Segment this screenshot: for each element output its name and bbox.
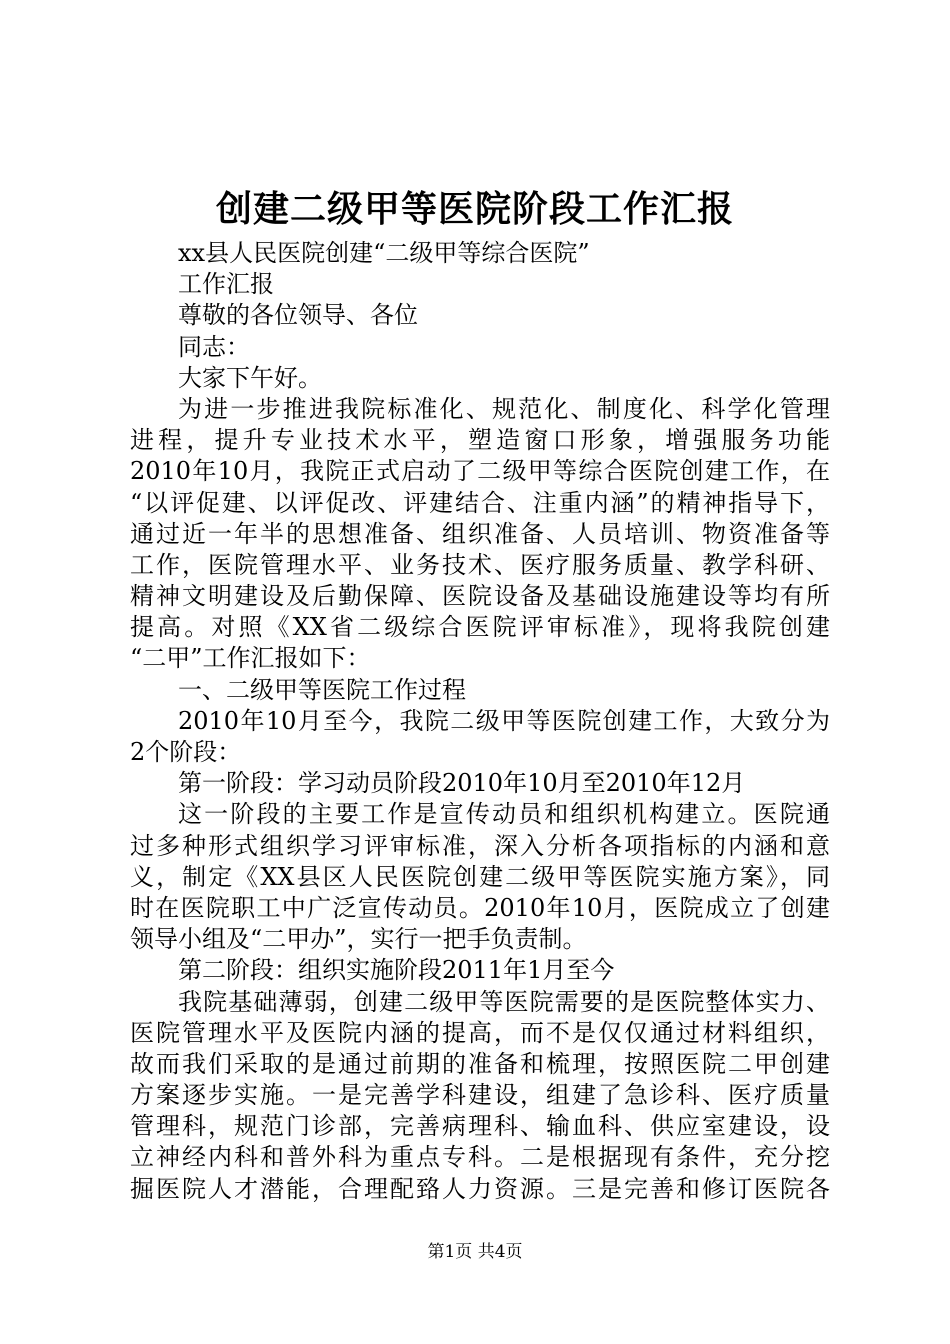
body-line: 领导小组及“二甲办”，实行一把手负责制。 (130, 925, 587, 954)
page-number: 第1页 共4页 (427, 1242, 523, 1262)
body-line: 大家下午好。 (178, 363, 322, 392)
body-line: 方案逐步实施。一是完善学科建设，组建了急诊科、医疗质量 (130, 1081, 830, 1110)
body-line: 2010年10月，我院正式启动了二级甲等综合医院创建工作，在 (130, 457, 830, 486)
body-line: 立神经内科和普外科为重点专科。二是根据现有条件，充分挖 (130, 1143, 830, 1172)
body-line: 2个阶段： (130, 738, 242, 766)
body-line: 为进一步推进我院标准化、规范化、制度化、科学化管理 (178, 394, 830, 423)
body-line: 同志： (178, 332, 250, 361)
document-title: 创建二级甲等医院阶段工作汇报 (215, 188, 734, 230)
body-line: 工作，医院管理水平、业务技术、医疗服务质量、教学科研、 (130, 550, 830, 579)
body-line: 工作汇报 (178, 270, 274, 299)
body-line: 管理科，规范门诊部，完善病理科、输血科、供应室建设，设 (130, 1112, 830, 1141)
body-line: “以评促建、以评促改、评建结合、注重内涵”的精神指导下， (130, 488, 830, 517)
body-line: 尊敬的各位领导、各位 (178, 301, 418, 330)
body-line: 精神文明建设及后勤保障、医院设备及基础设施建设等均有所 (130, 582, 830, 611)
body-line: 时在医院职工中广泛宣传动员。2010年10月，医院成立了创建 (130, 893, 830, 922)
body-line: 这一阶段的主要工作是宣传动员和组织机构建立。医院通 (178, 800, 830, 829)
body-line: 医院管理水平及医院内涵的提高，而不是仅仅通过材料组织， (130, 1018, 830, 1047)
body-line: 义，制定《XX县区人民医院创建二级甲等医院实施方案》，同 (130, 862, 830, 891)
body-line: 提高。对照《XX省二级综合医院评审标准》，现将我院创建 (130, 613, 830, 642)
body-line: 故而我们采取的是通过前期的准备和梳理，按照医院二甲创建 (130, 1049, 830, 1078)
body-line: 2010年10月至今，我院二级甲等医院创建工作，大致分为 (178, 706, 830, 735)
body-line: 通过近一年半的思想准备、组织准备、人员培训、物资准备等 (130, 519, 830, 548)
stage-heading: 第二阶段：组织实施阶段2011年1月至今 (178, 956, 615, 985)
body-line: 掘医院人才潜能，合理配臵人力资源。三是完善和修订医院各 (130, 1174, 830, 1203)
stage-heading: 第一阶段：学习动员阶段2010年10月至2010年12月 (178, 769, 746, 798)
body-line: 进程，提升专业技术水平，塑造窗口形象，增强服务功能 (130, 426, 830, 455)
document-body (130, 238, 830, 1205)
body-line: “二甲”工作汇报如下： (130, 644, 371, 673)
body-line: xx县人民医院创建“二级甲等综合医院” (178, 239, 590, 267)
body-line: 我院基础薄弱，创建二级甲等医院需要的是医院整体实力、 (178, 987, 830, 1016)
body-line: 过多种形式组织学习评审标准，深入分析各项指标的内涵和意 (130, 831, 830, 860)
section-heading: 一、二级甲等医院工作过程 (178, 675, 466, 704)
